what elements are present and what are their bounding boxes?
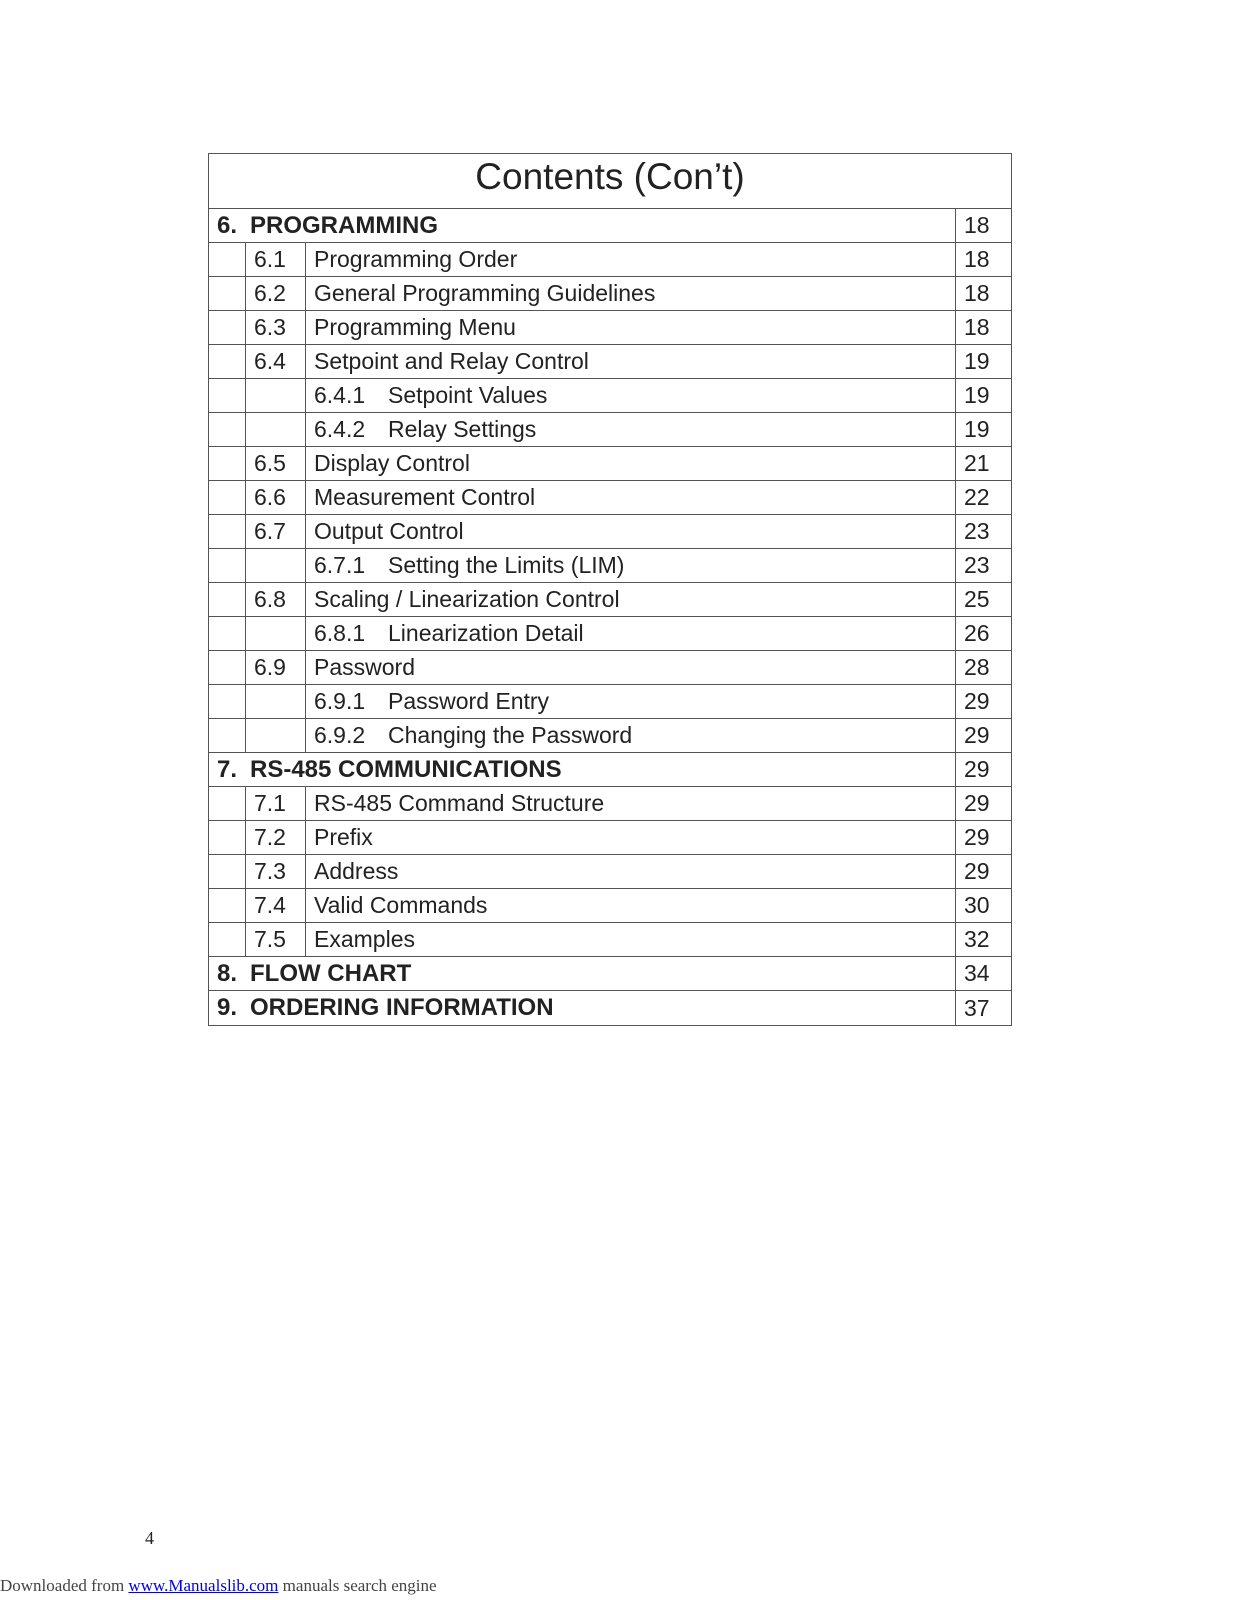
section-number-cell: [246, 311, 306, 344]
indent-cell: [209, 855, 246, 888]
section-number-cell: [246, 549, 306, 582]
indent-cell: [209, 719, 246, 752]
page-reference-cell: [955, 923, 1011, 956]
indent-cell: [209, 617, 246, 650]
section-title-cell: [306, 583, 955, 616]
toc-entry-row: [209, 345, 1011, 379]
page-reference-cell: [955, 345, 1011, 378]
section-number-cell: [246, 787, 306, 820]
page-reference: 22: [964, 484, 990, 510]
section-number-cell: [246, 515, 306, 548]
section-number-cell: [246, 583, 306, 616]
section-number-cell: [246, 685, 306, 718]
page-reference-cell: [955, 243, 1011, 276]
section-title: Linearization Detail: [388, 620, 584, 646]
chapter-title-cell: [209, 991, 955, 1025]
section-title: Examples: [314, 926, 415, 952]
page-reference: 25: [964, 586, 990, 612]
toc-chapter-row: [209, 209, 1011, 243]
section-number: 6.3: [254, 314, 286, 340]
indent-cell: [209, 685, 246, 718]
section-number: 7.2: [254, 824, 286, 850]
toc-chapter-row: [209, 753, 1011, 787]
download-footer: [0, 1576, 437, 1596]
section-number: 7.5: [254, 926, 286, 952]
chapter-number: 8.: [217, 959, 238, 987]
section-number-cell: [246, 617, 306, 650]
chapter-title: ORDERING INFORMATION: [250, 994, 554, 1021]
toc-entry-row: [209, 685, 1011, 719]
toc-entry-row: [209, 549, 1011, 583]
section-title-cell: [306, 923, 955, 956]
page-reference-cell: [955, 957, 1011, 990]
section-title: Prefix: [314, 824, 373, 850]
indent-cell: [209, 311, 246, 344]
section-title: Password: [314, 654, 415, 680]
toc-entry-row: [209, 311, 1011, 345]
toc-entry-row: [209, 923, 1011, 957]
toc-entry-row: [209, 583, 1011, 617]
section-title: Scaling / Linearization Control: [314, 586, 620, 612]
section-title-cell: [306, 277, 955, 310]
toc-entry-row: [209, 787, 1011, 821]
page-reference-cell: [955, 753, 1011, 786]
section-title-cell: [306, 379, 955, 412]
page-reference-cell: [955, 719, 1011, 752]
section-title: Programming Order: [314, 246, 518, 272]
page-reference: 18: [964, 314, 990, 340]
page-reference: 29: [964, 722, 990, 748]
section-title-cell: [306, 311, 955, 344]
section-title: Programming Menu: [314, 314, 516, 340]
page-reference-cell: [955, 481, 1011, 514]
subsection-number: 6.9.2: [314, 722, 366, 748]
toc-entry-row: [209, 889, 1011, 923]
section-number: 6.6: [254, 484, 286, 510]
section-title-cell: [306, 651, 955, 684]
chapter-title-cell: [209, 209, 955, 242]
section-title-cell: [306, 413, 955, 446]
section-title: General Programming Guidelines: [314, 280, 656, 306]
section-title-cell: [306, 549, 955, 582]
page-reference-cell: [955, 277, 1011, 310]
section-number-cell: [246, 889, 306, 922]
section-title: Valid Commands: [314, 892, 488, 918]
toc-entry-row: [209, 379, 1011, 413]
page-reference-cell: [955, 379, 1011, 412]
page-number: 4: [145, 1528, 154, 1548]
indent-cell: [209, 481, 246, 514]
chapter-title-cell: [209, 753, 955, 786]
chapter-title-cell: [209, 957, 955, 990]
section-title-cell: [306, 345, 955, 378]
indent-cell: [209, 243, 246, 276]
contents-table: [208, 153, 1012, 1026]
section-number-cell: [246, 855, 306, 888]
indent-cell: [209, 447, 246, 480]
page-reference-cell: [955, 583, 1011, 616]
section-title: RS-485 Command Structure: [314, 790, 605, 816]
indent-cell: [209, 889, 246, 922]
manualslib-link[interactable]: www.Manualslib.com: [128, 1576, 279, 1595]
page-reference: 32: [964, 926, 990, 952]
indent-cell: [209, 379, 246, 412]
toc-entry-row: [209, 413, 1011, 447]
indent-cell: [209, 787, 246, 820]
section-number-cell: [246, 413, 306, 446]
indent-cell: [209, 549, 246, 582]
section-title-cell: [306, 719, 955, 752]
page-reference: 23: [964, 518, 990, 544]
page-reference-cell: [955, 311, 1011, 344]
section-number: 6.4: [254, 348, 286, 374]
indent-cell: [209, 583, 246, 616]
page-reference: 37: [964, 994, 990, 1021]
section-title-cell: [306, 617, 955, 650]
section-title-cell: [306, 855, 955, 888]
page-reference: 23: [964, 552, 990, 578]
page-reference: 29: [964, 756, 990, 782]
section-number-cell: [246, 481, 306, 514]
indent-cell: [209, 413, 246, 446]
page-reference-cell: [955, 821, 1011, 854]
toc-entry-row: [209, 821, 1011, 855]
page-reference: 19: [964, 348, 990, 374]
toc-entry-row: [209, 277, 1011, 311]
page-reference: 34: [964, 960, 990, 986]
toc-entry-row: [209, 447, 1011, 481]
subsection-number: 6.8.1: [314, 620, 366, 646]
indent-cell: [209, 277, 246, 310]
chapter-title: RS-485 COMMUNICATIONS: [250, 755, 562, 783]
page-reference: 28: [964, 654, 990, 680]
page-reference-cell: [955, 549, 1011, 582]
page-reference-cell: [955, 209, 1011, 242]
page-reference-cell: [955, 685, 1011, 718]
indent-cell: [209, 821, 246, 854]
indent-cell: [209, 651, 246, 684]
section-title-cell: [306, 481, 955, 514]
section-number-cell: [246, 719, 306, 752]
section-number-cell: [246, 243, 306, 276]
toc-entry-row: [209, 719, 1011, 753]
section-title-cell: [306, 447, 955, 480]
section-title: Setpoint and Relay Control: [314, 348, 589, 374]
section-title-cell: [306, 685, 955, 718]
section-number: 6.5: [254, 450, 286, 476]
page-reference: 18: [964, 280, 990, 306]
section-title-cell: [306, 821, 955, 854]
section-title-cell: [306, 243, 955, 276]
section-title: Measurement Control: [314, 484, 536, 510]
indent-cell: [209, 515, 246, 548]
page-reference: 19: [964, 416, 990, 442]
page-reference: 30: [964, 892, 990, 918]
subsection-number: 6.4.2: [314, 416, 366, 442]
toc-entry-row: [209, 651, 1011, 685]
section-number: 6.9: [254, 654, 286, 680]
subsection-number: 6.9.1: [314, 688, 366, 714]
page-reference-cell: [955, 991, 1011, 1025]
page-reference: 26: [964, 620, 990, 646]
section-number-cell: [246, 379, 306, 412]
page-reference-cell: [955, 413, 1011, 446]
chapter-number: 9.: [217, 994, 238, 1021]
page-reference-cell: [955, 889, 1011, 922]
page-reference-cell: [955, 515, 1011, 548]
toc-entry-row: [209, 481, 1011, 515]
page-reference: 29: [964, 858, 990, 884]
toc-entry-row: [209, 855, 1011, 889]
page-reference-cell: [955, 651, 1011, 684]
section-number: 7.3: [254, 858, 286, 884]
toc-entry-row: [209, 243, 1011, 277]
section-title: Setpoint Values: [388, 382, 548, 408]
page-reference: 29: [964, 790, 990, 816]
section-title-cell: [306, 889, 955, 922]
section-title: Password Entry: [388, 688, 550, 714]
indent-cell: [209, 345, 246, 378]
page-reference-cell: [955, 787, 1011, 820]
toc-chapter-row: [209, 991, 1011, 1025]
footer-suffix: manuals search engine: [278, 1576, 437, 1595]
page-reference: 18: [964, 212, 990, 238]
section-number-cell: [246, 447, 306, 480]
chapter-title: FLOW CHART: [250, 959, 412, 987]
section-title: Output Control: [314, 518, 464, 544]
section-number: 7.4: [254, 892, 286, 918]
toc-entry-row: [209, 617, 1011, 651]
section-number-cell: [246, 651, 306, 684]
page-reference-cell: [955, 447, 1011, 480]
section-title-cell: [306, 787, 955, 820]
page-reference: 19: [964, 382, 990, 408]
section-title: Setting the Limits (LIM): [388, 552, 625, 578]
chapter-number: 7.: [217, 755, 238, 783]
section-number: 7.1: [254, 790, 286, 816]
page-reference: 29: [964, 688, 990, 714]
section-number-cell: [246, 277, 306, 310]
contents-rows: [209, 209, 1011, 1025]
section-number-cell: [246, 821, 306, 854]
section-title: Display Control: [314, 450, 470, 476]
section-number: 6.2: [254, 280, 286, 306]
contents-title: Contents (Con’t): [209, 154, 1011, 209]
page-reference: 21: [964, 450, 990, 476]
section-number: 6.8: [254, 586, 286, 612]
chapter-number: 6.: [217, 211, 238, 239]
section-number-cell: [246, 923, 306, 956]
section-number-cell: [246, 345, 306, 378]
subsection-number: 6.7.1: [314, 552, 366, 578]
page-reference: 18: [964, 246, 990, 272]
section-title: Relay Settings: [388, 416, 537, 442]
page-reference: 29: [964, 824, 990, 850]
section-number: 6.7: [254, 518, 286, 544]
chapter-title: PROGRAMMING: [250, 211, 438, 239]
section-title: Changing the Password: [388, 722, 633, 748]
page-reference-cell: [955, 855, 1011, 888]
section-title: Address: [314, 858, 399, 884]
subsection-number: 6.4.1: [314, 382, 366, 408]
section-title-cell: [306, 515, 955, 548]
footer-prefix: Downloaded from: [0, 1576, 129, 1595]
page-reference-cell: [955, 617, 1011, 650]
indent-cell: [209, 923, 246, 956]
toc-entry-row: [209, 515, 1011, 549]
toc-chapter-row: [209, 957, 1011, 991]
section-number: 6.1: [254, 246, 286, 272]
